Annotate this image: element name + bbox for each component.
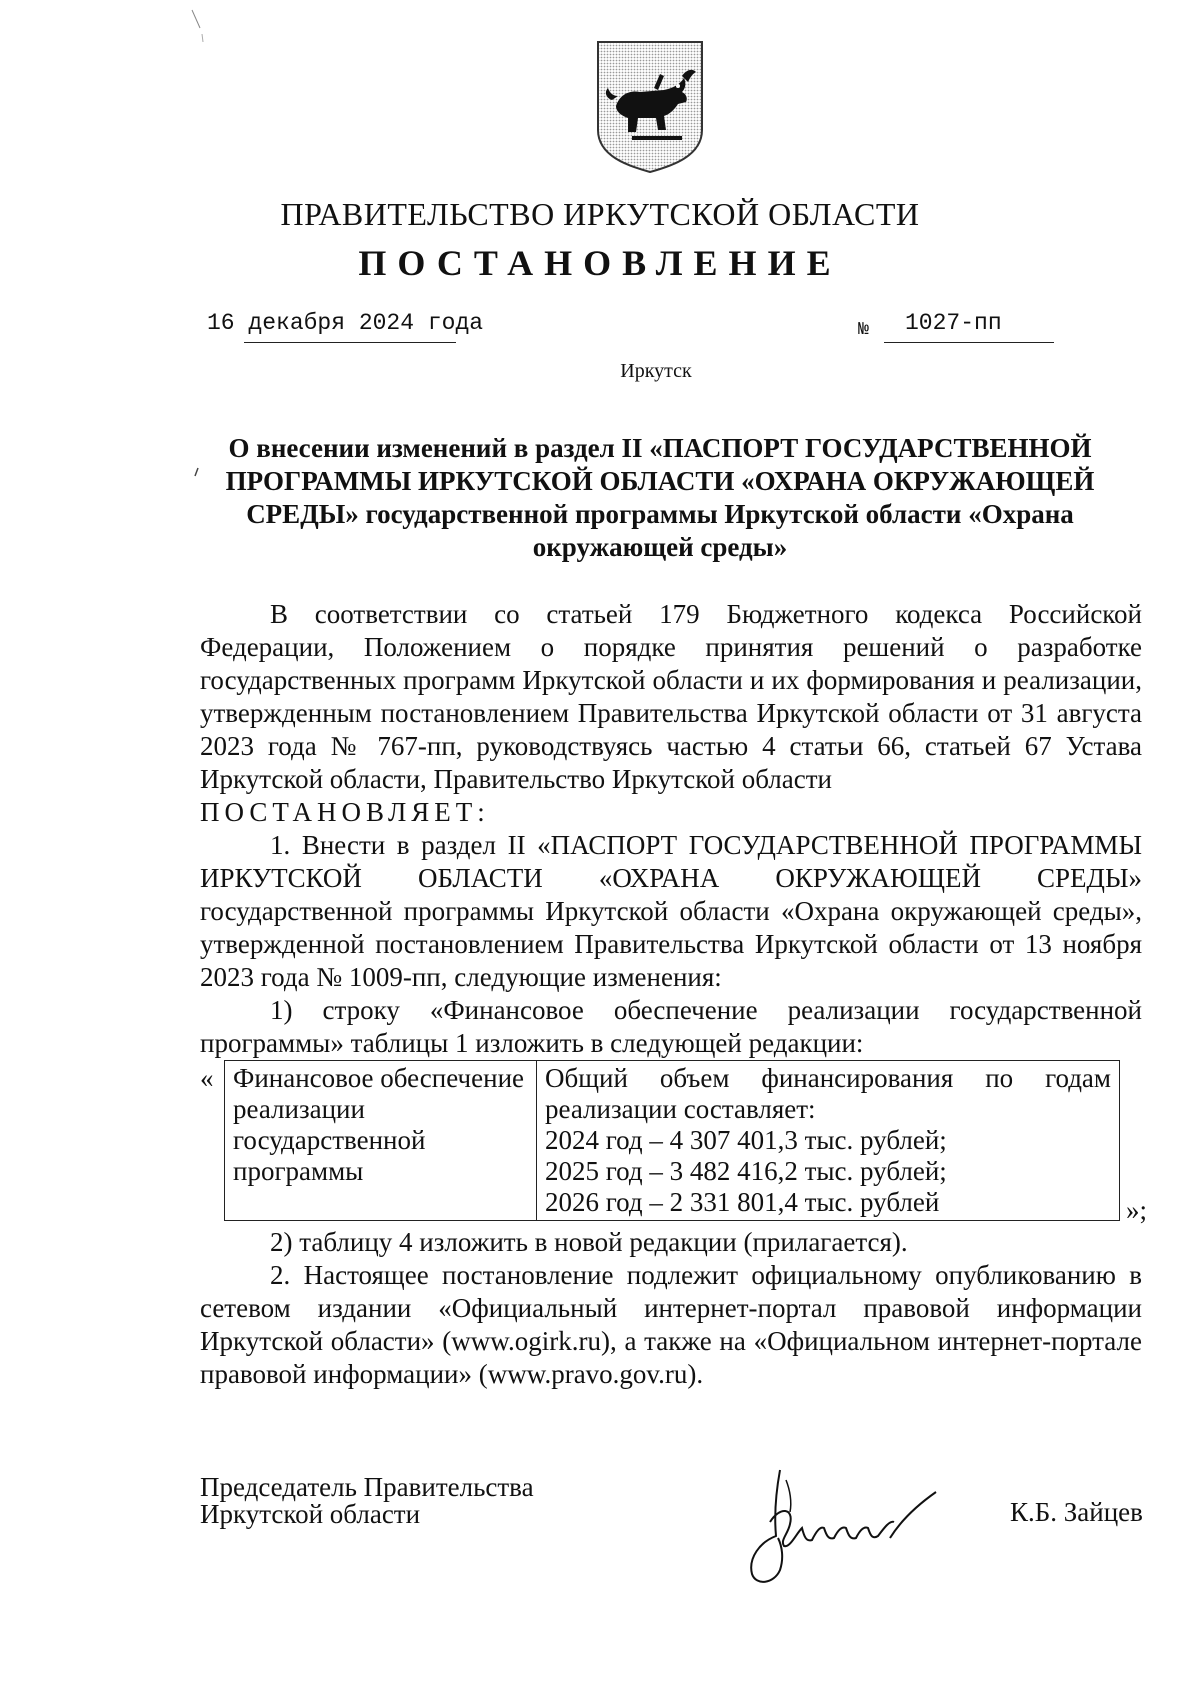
handwritten-signature	[740, 1462, 970, 1592]
decree-title: ПОСТАНОВЛЕНИЕ	[358, 243, 842, 283]
signatory-name: К.Б. Зайцев	[1010, 1497, 1143, 1527]
cell-line: реализации	[233, 1094, 365, 1124]
financing-table	[224, 1060, 1120, 1221]
cell-line: 2025 год – 3 482 416,2 тыс. рублей;	[545, 1156, 947, 1186]
number-sign: №	[858, 320, 869, 340]
item-1-2: 2) таблицу 4 изложить в новой редакции (прилагается).	[270, 1227, 908, 1257]
city: Иркутск	[620, 360, 692, 382]
quote-close: »;	[1126, 1195, 1148, 1225]
table-cell-value	[537, 1061, 1120, 1221]
decree-body	[200, 598, 1148, 1391]
signatory-position	[200, 1474, 534, 1528]
table-row	[225, 1061, 1120, 1221]
financing-table-block	[200, 1060, 1148, 1226]
cell-line: Общий объем финансирования по годам	[545, 1063, 1111, 1093]
item-1: 1. Внести в раздел II «ПАСПОРТ ГОСУДАРСТВЕННОЙ ПРОГРАММЫ ИРКУТСКОЙ ОБЛАСТИ «ОХРАНА ОКРУЖАЮЩЕЙ СРЕДЫ» государственной программы Иркутской области «Охрана окружающей среды», утвержденной постановлением Правительства Иркутской области от 13 ноября 2023 года № 1009-пп, следующие изменения:	[200, 830, 1142, 992]
table-cell-label	[225, 1061, 537, 1221]
coat-of-arms-icon	[594, 38, 706, 174]
cell-line: 2026 год – 2 331 801,4 тыс. рублей	[545, 1187, 940, 1217]
position-line: Председатель Правительства	[200, 1472, 534, 1502]
item-2: 2. Настоящее постановление подлежит официальному опубликованию в сетевом издании «Официальный интернет-портал правовой информации Иркутской области» (www.ogirk.ru), а также на «Официальном интернет-портале правовой информации» (www.pravo.gov.ru).	[200, 1260, 1142, 1389]
resolves-word: ПОСТАНОВЛЯЕТ:	[200, 797, 490, 827]
cell-line: 2024 год – 4 307 401,3 тыс. рублей;	[545, 1125, 947, 1155]
decree-subject: О внесении изменений в раздел II «ПАСПОРТ ГОСУДАРСТВЕННОЙ ПРОГРАММЫ ИРКУТСКОЙ ОБЛАСТИ «ОХРАНА ОКРУЖАЮЩЕЙ СРЕДЫ» государственной программы Иркутской области «Охрана окружающей среды»	[225, 433, 1095, 562]
position-line: Иркутской области	[200, 1499, 421, 1529]
government-title: ПРАВИТЕЛЬСТВО ИРКУТСКОЙ ОБЛАСТИ	[280, 196, 920, 232]
cell-line: Финансовое обеспечение	[233, 1063, 525, 1093]
date-underline	[244, 342, 456, 343]
preamble: В соответствии со статьей 179 Бюджетного кодекса Российской Федерации, Положением о порядке принятия решений о разработке государственных программ Иркутской области и их формирования и реализации, утвержденным постановлением Правительства Иркутской области от 31 августа 2023 года № 767-пп, руководствуясь частью 4 статьи 66, статьей 67 Устава Иркутской области, Правительство Иркутской области	[200, 599, 1142, 794]
decree-number: 1027-пп	[905, 310, 1002, 336]
quote-open: «	[200, 1063, 214, 1093]
item-1-1: 1) строку «Финансовое обеспечение реализации государственной программы» таблицы 1 изложить в следующей редакции:	[200, 995, 1142, 1058]
scan-mark	[190, 8, 210, 44]
cell-line: реализации составляет:	[545, 1094, 816, 1124]
decree-date: 16 декабря 2024 года	[207, 310, 484, 336]
number-underline	[884, 342, 1054, 343]
cell-line: программы	[233, 1156, 364, 1186]
cell-line: государственной	[233, 1125, 426, 1155]
